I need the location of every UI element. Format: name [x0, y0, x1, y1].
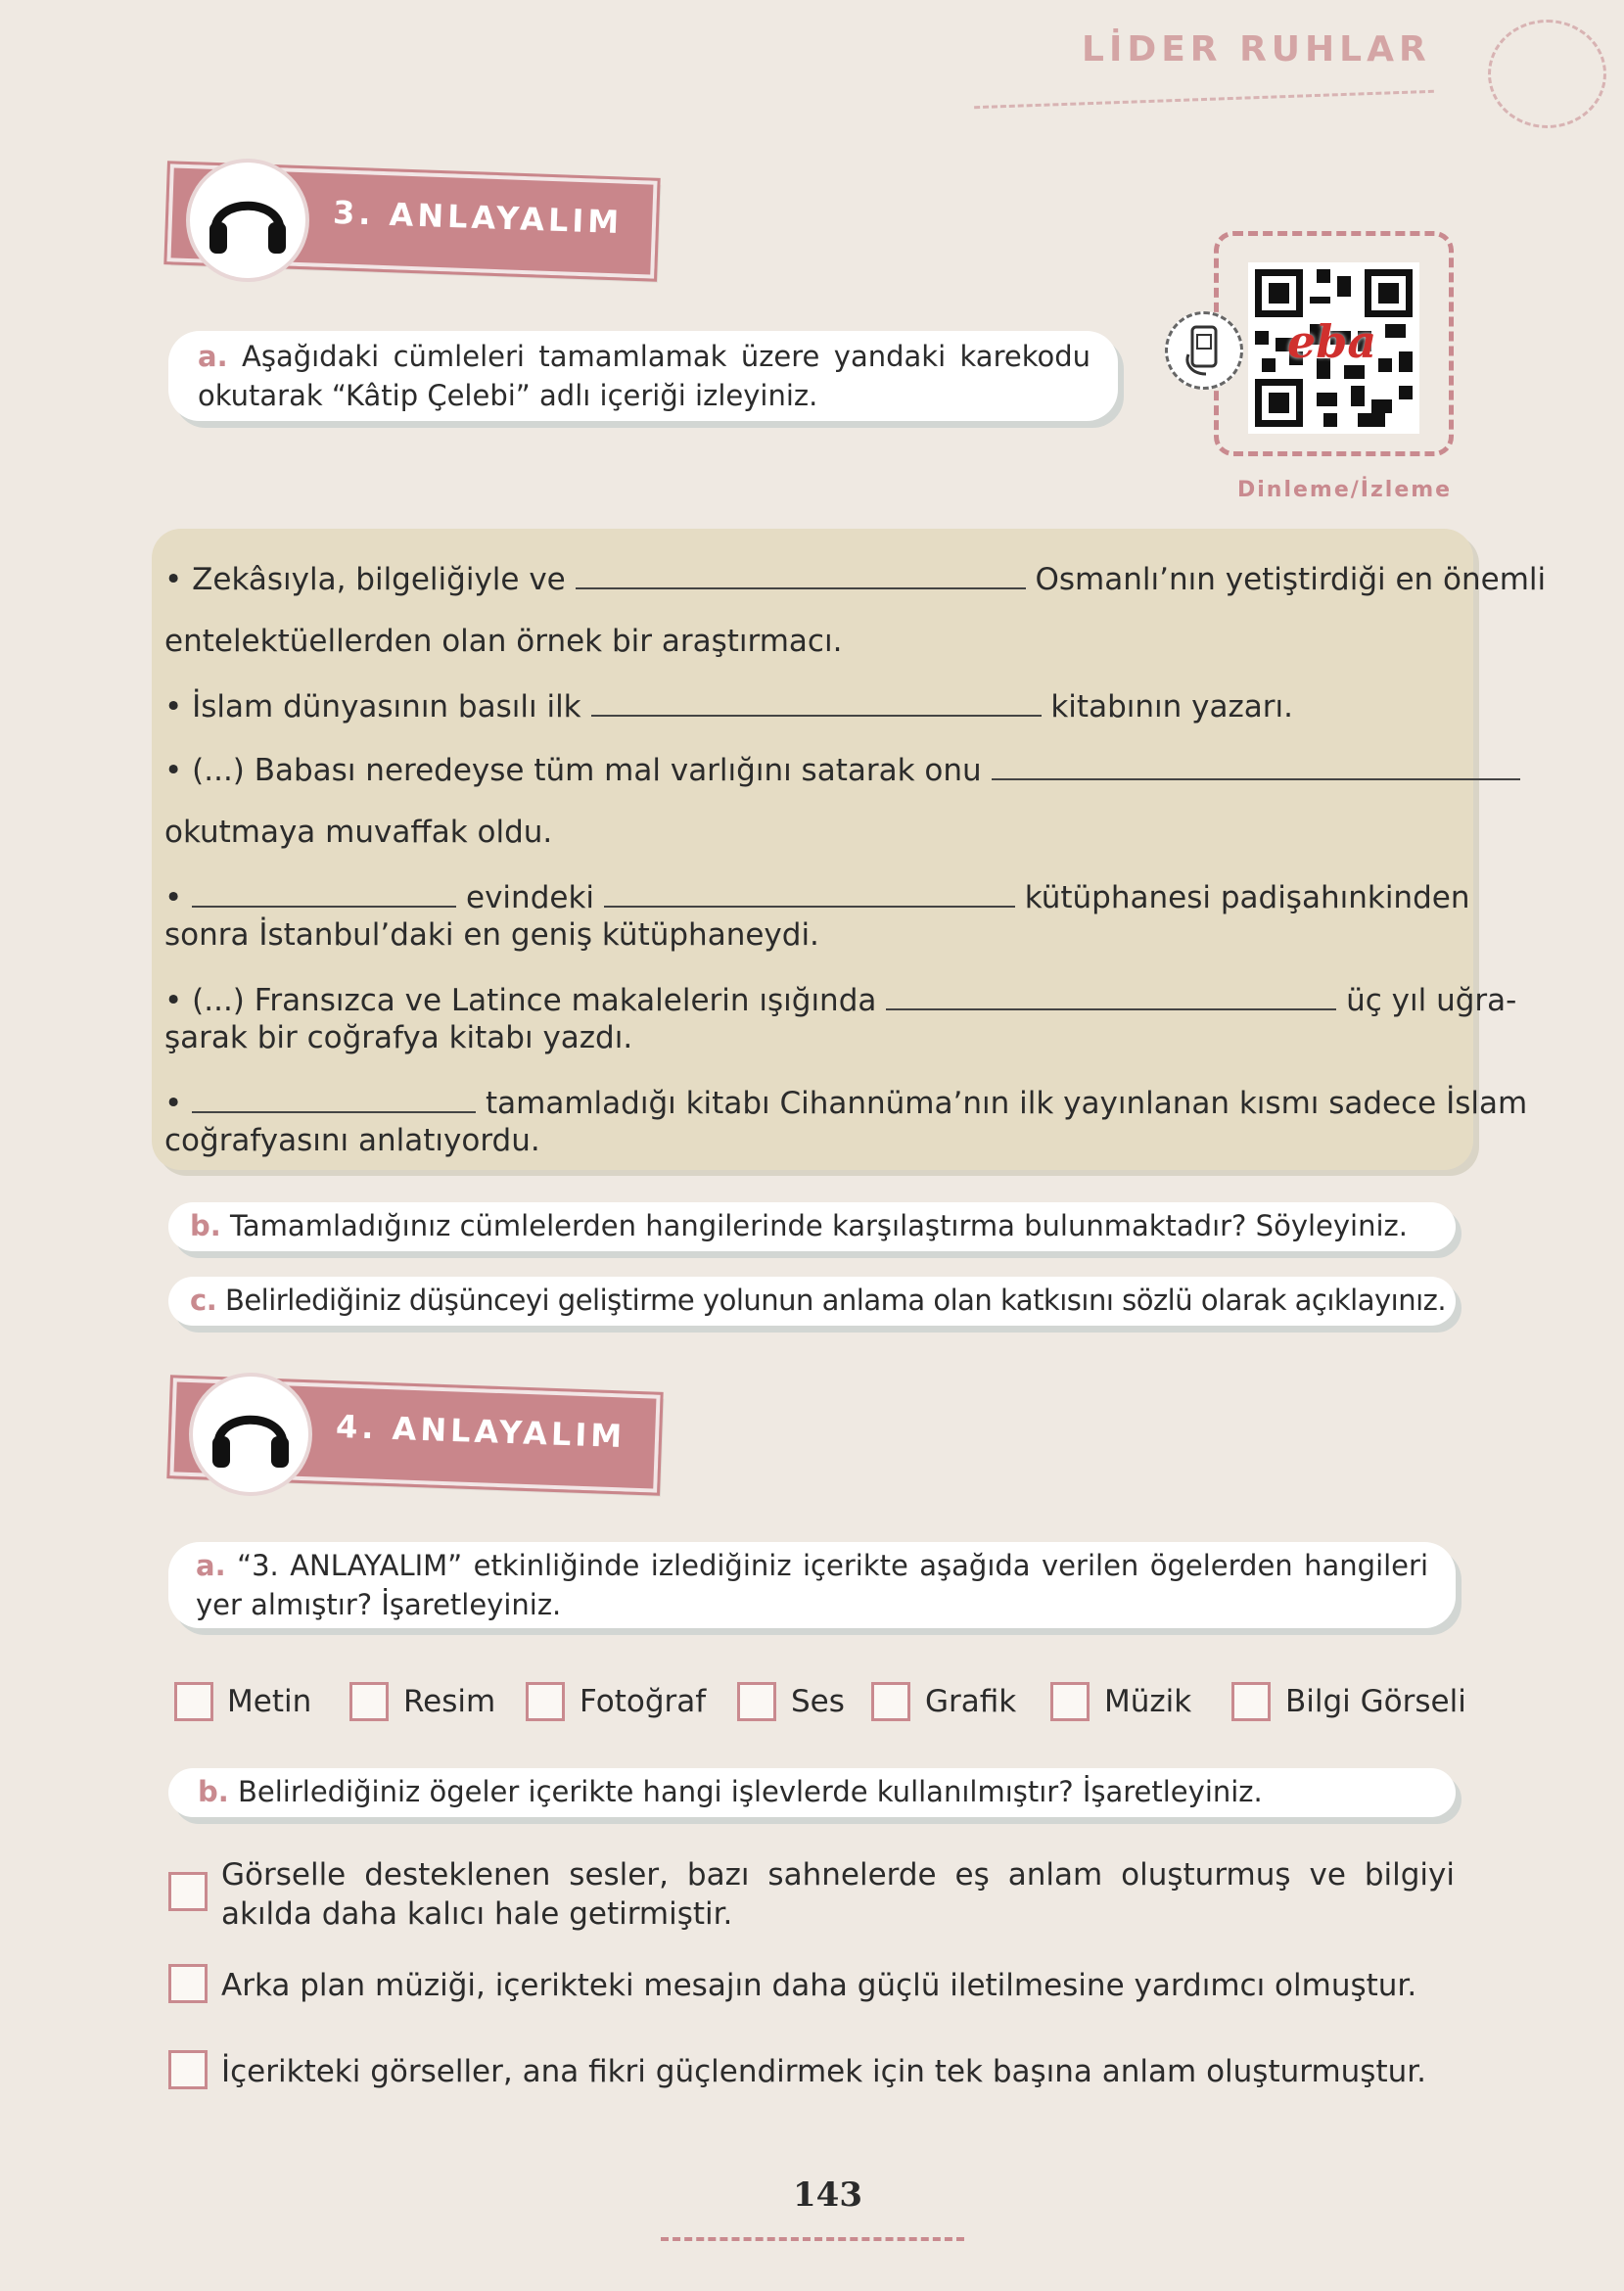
checkbox-fotograf[interactable]	[526, 1682, 565, 1721]
series-title: LİDER RUHLAR	[1082, 29, 1431, 70]
eba-logo: eba	[1287, 315, 1377, 368]
question-a-box	[168, 1542, 1456, 1628]
sentence-5	[164, 981, 1516, 1018]
sentence-text: • (...) Babası neredeyse tüm mal varlığını satarak onu	[164, 753, 982, 788]
decorative-swirl	[1488, 20, 1606, 128]
blank-field[interactable]	[192, 878, 456, 908]
checkbox-muzik[interactable]	[1050, 1682, 1090, 1721]
sentence-text: evindeki	[466, 880, 595, 915]
sentence-2	[164, 687, 1293, 725]
headphones-icon	[189, 1373, 312, 1496]
sentence-4	[164, 878, 1469, 915]
header-divider	[974, 90, 1434, 109]
page-number: 143	[793, 2175, 862, 2215]
option-text: Görselle desteklenen sesler, bazı sahnelerde eş anlam oluşturmuş ve bilgiyi akılda daha kalıcı hale getirmiştir.	[221, 1857, 1455, 1932]
sentence-text: •	[164, 1086, 183, 1121]
blank-field[interactable]	[576, 560, 1026, 589]
sentence-text: kütüphanesi padişahınkinden	[1024, 880, 1470, 915]
sentence-text: üç yıl uğra-	[1346, 983, 1517, 1018]
option-checkbox[interactable]	[168, 1872, 208, 1911]
question-text: Tamamladığınız cümlelerden hangilerinde karşılaştırma bulunmaktadır? Söyleyiniz.	[230, 1209, 1408, 1242]
question-a-box	[168, 331, 1118, 421]
question-b-box	[168, 1768, 1456, 1817]
section-4-banner	[171, 1379, 651, 1486]
question-lead: c.	[190, 1284, 217, 1317]
question-lead: b.	[190, 1209, 221, 1242]
checkbox-label: Fotoğraf	[580, 1684, 707, 1719]
blank-field[interactable]	[604, 878, 1015, 908]
phone-scan-icon	[1165, 311, 1243, 390]
question-lead: a.	[198, 340, 228, 373]
question-text: “3. ANLAYALIM” etkinliğinde izlediğiniz içerikte aşağıda verilen ögelerden hangileri yer almıştır? İşaretleyiniz.	[196, 1549, 1429, 1621]
headphones-icon	[186, 159, 309, 282]
blank-field[interactable]	[992, 751, 1520, 780]
sentence-1-cont: entelektüellerden olan örnek bir araştırmacı.	[164, 624, 843, 659]
checkbox-label: Resim	[403, 1684, 496, 1719]
option-checkbox[interactable]	[168, 1964, 208, 2003]
question-text: Aşağıdaki cümleleri tamamlamak üzere yandaki karekodu okutarak “Kâtip Çelebi” adlı içeriği izleyiniz.	[198, 340, 1090, 412]
section-title: 4. ANLAYALIM	[335, 1407, 626, 1456]
checkbox-label: Bilgi Görseli	[1285, 1684, 1466, 1719]
question-lead: a.	[196, 1549, 226, 1582]
checkbox-resim[interactable]	[349, 1682, 389, 1721]
blank-field[interactable]	[591, 687, 1042, 717]
sentence-5-cont: şarak bir coğrafya kitabı yazdı.	[164, 1020, 633, 1055]
qr-caption: Dinleme/İzleme	[1237, 478, 1453, 502]
sentence-3	[164, 751, 1520, 788]
sentence-text: Osmanlı’nın yetiştirdiği en önemli	[1035, 562, 1547, 597]
checkbox-label: Ses	[791, 1684, 845, 1719]
qr-code[interactable]	[1248, 262, 1419, 434]
question-b-box	[168, 1202, 1456, 1251]
question-text: Belirlediğiniz ögeler içerikte hangi işlevlerde kullanılmıştır? İşaretleyiniz.	[238, 1775, 1263, 1808]
checkbox-label: Grafik	[925, 1684, 1017, 1719]
sentence-1	[164, 560, 1546, 597]
checkbox-ses[interactable]	[737, 1682, 776, 1721]
option-text: Arka plan müziği, içerikteki mesajın daha güçlü iletilmesine yardımcı olmuştur.	[221, 1968, 1417, 2003]
checkbox-metin[interactable]	[174, 1682, 213, 1721]
checkbox-bilgi-gorseli[interactable]	[1231, 1682, 1271, 1721]
question-text: Belirlediğiniz düşünceyi geliştirme yolunun anlama olan katkısını sözlü olarak açıklayınız.	[224, 1284, 1447, 1317]
sentence-3-cont: okutmaya muvaffak oldu.	[164, 815, 553, 850]
checkbox-grafik[interactable]	[871, 1682, 910, 1721]
section-3-banner	[168, 164, 648, 272]
question-lead: b.	[198, 1775, 229, 1808]
sentence-text: kitabının yazarı.	[1050, 689, 1293, 725]
sentence-6	[164, 1084, 1527, 1121]
option-text: İçerikteki görseller, ana fikri güçlendirmek için tek başına anlam oluşturmuştur.	[221, 2054, 1427, 2089]
sentence-text: • İslam dünyasının basılı ilk	[164, 689, 581, 725]
footer-divider	[661, 2237, 964, 2241]
sentence-text: tamamladığı kitabı Cihannüma’nın ilk yayınlanan kısmı sadece İslam	[486, 1086, 1528, 1121]
option-checkbox[interactable]	[168, 2050, 208, 2089]
sentence-text: • (...) Fransızca ve Latince makalelerin ışığında	[164, 983, 877, 1018]
question-c-box	[168, 1277, 1456, 1326]
blank-field[interactable]	[192, 1084, 476, 1113]
sentence-6-cont: coğrafyasını anlatıyordu.	[164, 1123, 540, 1158]
checkbox-label: Metin	[227, 1684, 312, 1719]
checkbox-label: Müzik	[1104, 1684, 1192, 1719]
section-title: 3. ANLAYALIM	[332, 193, 624, 242]
sentence-text: •	[164, 880, 183, 915]
sentence-text: • Zekâsıyla, bilgeliğiyle ve	[164, 562, 566, 597]
sentence-4-cont: sonra İstanbul’daki en geniş kütüphaneydi.	[164, 917, 819, 953]
blank-field[interactable]	[886, 981, 1336, 1010]
